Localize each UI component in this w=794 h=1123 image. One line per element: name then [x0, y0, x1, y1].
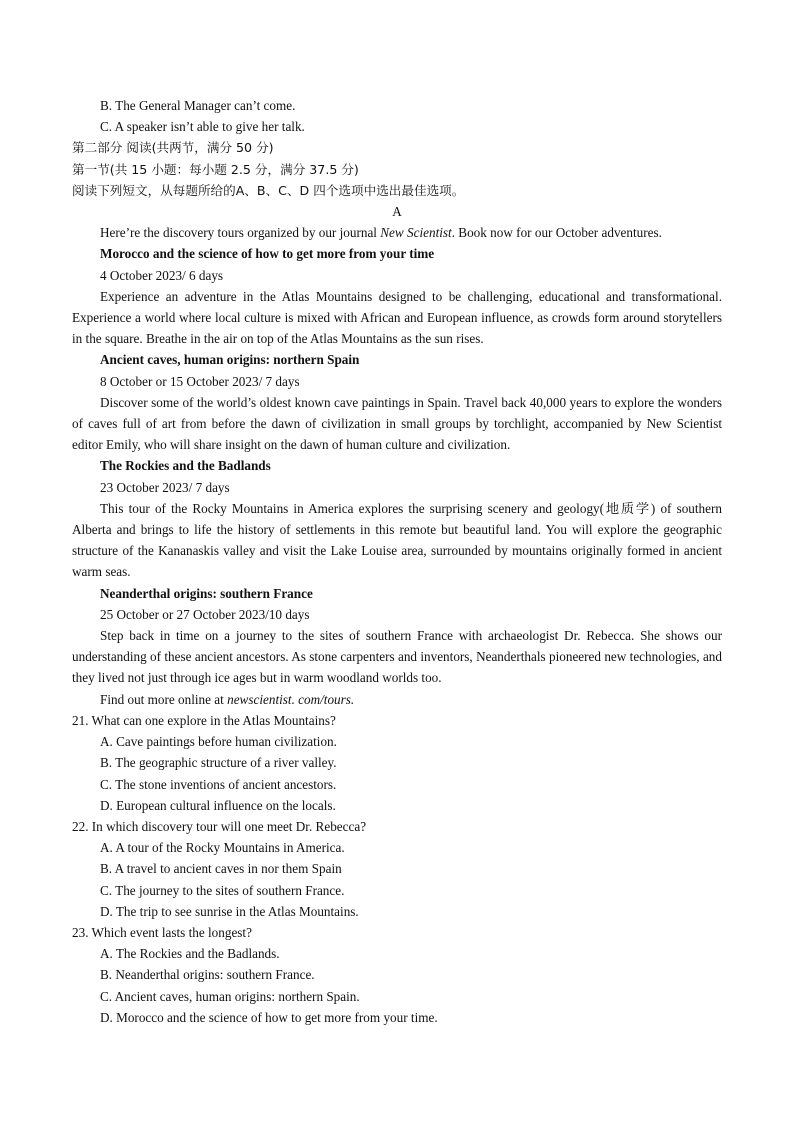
tour-description: This tour of the Rocky Mountains in America explores the surprising scenery and geology(地质学) of southern Alberta and brings to life the history of settlements in this remote but beautiful land. You will explore the geographic structure of the Kananaskis valley and visit the Lake Louise area, surrounded by mountains originally formed in ancient warm seas.: [72, 500, 722, 580]
answer-option: B. The geographic structure of a river valley.: [100, 755, 337, 771]
answer-option: B. Neanderthal origins: southern France.: [100, 967, 315, 983]
section-heading: 第一节(共 15 小题：每小题 2.5 分，满分 37.5 分): [72, 161, 359, 177]
passage-intro: [72, 222, 722, 243]
answer-option: D. Morocco and the science of how to get more from your time.: [100, 1009, 438, 1025]
tour-description: Experience an adventure in the Atlas Mountains designed to be challenging, educational and transformational. Experience a world where local culture is mixed with African and European influence, as crowds form around storytellers in the square. Breathe in the air on top of the Atlas Mountains as the sun rises.: [72, 288, 722, 347]
instruction-text: 阅读下列短文，从每题所给的A、B、C、D 四个选项中选出最佳选项。: [72, 182, 465, 198]
tour-date: 4 October 2023/ 6 days: [100, 267, 224, 283]
exam-page: [72, 95, 722, 1028]
answer-option: A. A tour of the Rocky Mountains in America.: [100, 840, 345, 856]
answer-option: C. The journey to the sites of southern France.: [100, 882, 345, 898]
website-link: newscientist. com/tours.: [227, 691, 355, 707]
answer-option: C. Ancient caves, human origins: northern Spain.: [100, 988, 360, 1004]
passage-letter: A: [392, 204, 402, 220]
tour-date: 25 October or 27 October 2023/10 days: [100, 606, 310, 622]
tour-title: Ancient caves, human origins: northern Spain: [100, 352, 360, 368]
answer-option: B. A travel to ancient caves in nor them Spain: [100, 861, 342, 877]
part-heading: 第二部分 阅读(共两节，满分 50 分): [72, 140, 274, 156]
question-stem: 21. What can one explore in the Atlas Mountains?: [72, 712, 336, 728]
question-stem: 23. Which event lasts the longest?: [72, 924, 252, 940]
option-line: B. The General Manager can’t come.: [100, 98, 296, 113]
tour-title: The Rockies and the Badlands: [100, 458, 271, 474]
intro-after: . Book now for our October adventures.: [451, 225, 662, 241]
answer-option: D. The trip to see sunrise in the Atlas Mountains.: [100, 903, 359, 919]
tour-description: Discover some of the world’s oldest known cave paintings in Spain. Travel back 40,000 years to explore the wonders of caves full of art from before the dawn of civilization in small groups by torchlight, accompanied by New Scientist editor Emily, who will share insight on the dawn of human culture and civilization.: [72, 394, 722, 453]
tour-title: Morocco and the science of how to get more from your time: [100, 246, 435, 262]
question-stem: 22. In which discovery tour will one meet Dr. Rebecca?: [72, 818, 367, 834]
tour-title: Neanderthal origins: southern France: [100, 585, 313, 601]
tour-description: Step back in time on a journey to the sites of southern France with archaeologist Dr. Rebecca. She shows our understanding of these ancient ancestors. As stone carpenters and inventors, Neanderthals pioneered new technologies, and they lived not just through ice ages but in warm woodland worlds too.: [72, 628, 722, 686]
tour-date: 23 October 2023/ 7 days: [100, 479, 230, 495]
answer-option: A. Cave paintings before human civilization.: [100, 734, 337, 750]
tour-date: 8 October or 15 October 2023/ 7 days: [100, 373, 300, 389]
find-out-more: [72, 689, 722, 710]
journal-name: New Scientist: [380, 225, 452, 241]
answer-option: A. The Rockies and the Badlands.: [100, 946, 280, 962]
find-out-before: Find out more online at: [100, 691, 228, 707]
option-line: C. A speaker isn’t able to give her talk.: [100, 119, 305, 135]
answer-option: D. European cultural influence on the locals.: [100, 797, 336, 813]
answer-option: C. The stone inventions of ancient ancestors.: [100, 776, 337, 792]
intro-before: Here’re the discovery tours organized by our journal: [100, 225, 381, 241]
